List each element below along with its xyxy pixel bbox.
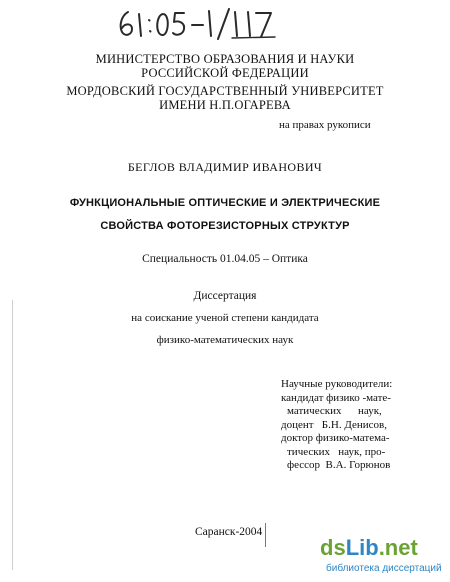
dslib-watermark[interactable] bbox=[320, 536, 450, 582]
scientific-advisors-block bbox=[281, 378, 409, 473]
university-heading bbox=[0, 84, 450, 112]
watermark-subtitle: библиотека диссертаций bbox=[326, 563, 442, 574]
degree-line-1: на соискание ученой степени кандидата bbox=[131, 312, 319, 324]
logo-lib: Lib bbox=[345, 535, 379, 560]
ministry-line-1: МИНИСТЕРСТВО ОБРАЗОВАНИЯ И НАУКИ bbox=[95, 52, 355, 66]
document-type: Диссертация bbox=[193, 290, 257, 302]
university-line-1: МОРДОВСКИЙ ГОСУДАРСТВЕННЫЙ УНИВЕРСИТЕТ bbox=[66, 84, 384, 98]
manuscript-rights-note: на правах рукописи bbox=[279, 119, 371, 131]
logo-net: .net bbox=[378, 535, 418, 560]
advisors-line: кандидат физико -мате- bbox=[281, 391, 391, 404]
advisors-heading: Научные руководители: bbox=[281, 378, 393, 390]
author-name: БЕГЛОВ ВЛАДИМИР ИВАНОВИЧ bbox=[127, 160, 323, 174]
city-and-year: Саранск-2004 bbox=[195, 526, 263, 538]
ministry-heading bbox=[0, 52, 450, 80]
specialty-line: Специальность 01.04.05 – Оптика bbox=[142, 253, 308, 265]
advisors-line: матических наук, bbox=[287, 405, 382, 417]
title-line-1: ФУНКЦИОНАЛЬНЫЕ ОПТИЧЕСКИЕ И ЭЛЕКТРИЧЕСКИЕ bbox=[69, 197, 381, 209]
dissertation-title bbox=[0, 192, 450, 238]
scan-margin-line bbox=[12, 300, 13, 570]
advisors-line: доктор физико-матема- bbox=[281, 432, 390, 444]
ministry-line-2: РОССИЙСКОЙ ФЕДЕРАЦИИ bbox=[141, 66, 309, 80]
advisors-line: доцент Б.Н. Денисов, bbox=[281, 418, 387, 431]
handwritten-number-drawing bbox=[112, 6, 282, 40]
advisors-line: фессор В.А. Горюнов bbox=[287, 459, 391, 471]
dslib-logo[interactable] bbox=[320, 536, 418, 560]
title-line-2: СВОЙСТВА ФОТОРЕЗИСТОРНЫХ СТРУКТУР bbox=[100, 220, 350, 232]
logo-ds: ds bbox=[320, 535, 346, 560]
advisors-line: тических наук, про- bbox=[287, 445, 386, 458]
degree-line-2: физико-математических наук bbox=[156, 334, 294, 346]
handwritten-archive-number bbox=[112, 6, 282, 40]
university-line-2: ИМЕНИ Н.П.ОГАРЕВА bbox=[159, 98, 291, 112]
